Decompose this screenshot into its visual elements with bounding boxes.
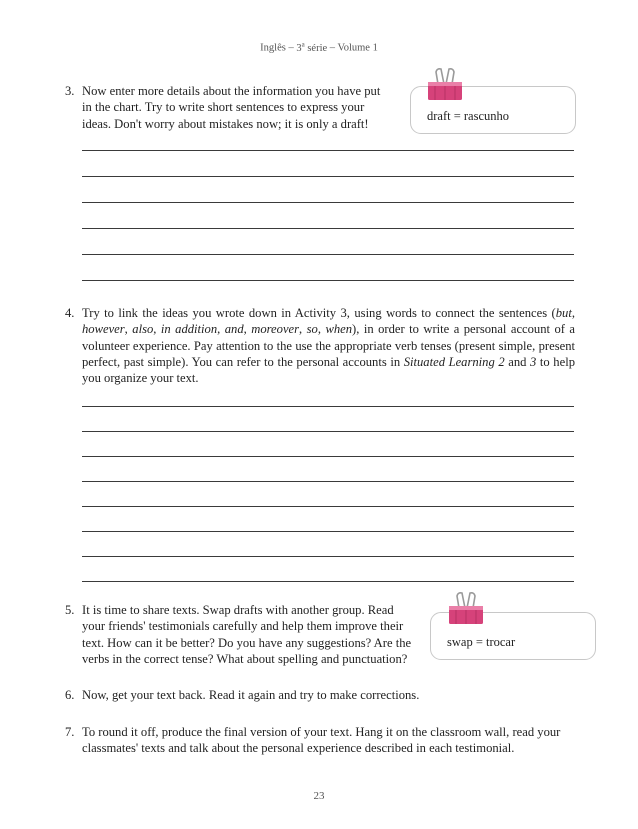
glossary-term: swap = trocar [447,635,516,649]
activity-text: Now, get your text back. Read it again and try to make corrections. [82,688,420,702]
header-subject: Inglês [260,42,286,54]
activity-7 [65,724,575,758]
writing-line[interactable] [82,531,574,532]
running-header: Inglês – 3$^a$ série – Volume 1 [260,40,378,54]
writing-line[interactable] [82,556,574,557]
page-number: 23 [313,790,325,802]
writing-line[interactable] [82,150,574,151]
header-volume: Volume 1 [337,42,378,54]
activity-4 [65,305,575,387]
activity-text: Try to link the ideas you wrote down in Activity 3, using words to connect the sentences (but, however, also, in addition, and, moreover, so, when), in order to write a personal account of a volunteer experience. Pay attention to the use the appropriate verb tenses (present simple, present perfect, past simple). You can refer to the personal accounts in Situated Learning 2 and 3 to help you organize your text. [82,306,576,386]
writing-line[interactable] [82,506,574,507]
writing-lines-activity-3[interactable] [82,150,574,282]
writing-line[interactable] [82,481,574,482]
activity-number: 7. [65,725,75,739]
writing-line[interactable] [82,280,574,281]
binder-clip-icon [446,590,486,630]
binder-clip-icon [425,66,465,106]
activity-text: It is time to share texts. Swap drafts with another group. Read your friends' testimonials carefully and help them improve their text. How can it be better? Do you have any suggestions? Are the verbs in the correct tense? What about spelling and punctuation? [82,603,412,666]
writing-line[interactable] [82,202,574,203]
writing-lines-activity-4[interactable] [82,406,574,586]
header-grade: 3$^a$ série [296,40,328,54]
writing-line[interactable] [82,456,574,457]
activity-number: 4. [65,306,75,320]
activity-5 [65,602,430,670]
glossary-term: draft = rascunho [427,109,510,123]
writing-line[interactable] [82,254,574,255]
activity-number: 6. [65,688,75,702]
writing-line[interactable] [82,581,574,582]
activity-text: To round it off, produce the final version of your text. Hang it on the classroom wall, read your classmates' texts and talk about the personal experience described in each testimonial. [82,725,561,756]
activity-number: 3. [65,84,75,98]
activity-3 [65,83,405,135]
writing-line[interactable] [82,406,574,407]
writing-line[interactable] [82,228,574,229]
writing-line[interactable] [82,431,574,432]
writing-line[interactable] [82,176,574,177]
activity-number: 5. [65,603,75,617]
activity-text: Now enter more details about the information you have put in the chart. Try to write short sentences to express your ideas. Don't worry about mistakes now; it is only a draft! [82,84,381,131]
activity-6 [65,687,575,705]
